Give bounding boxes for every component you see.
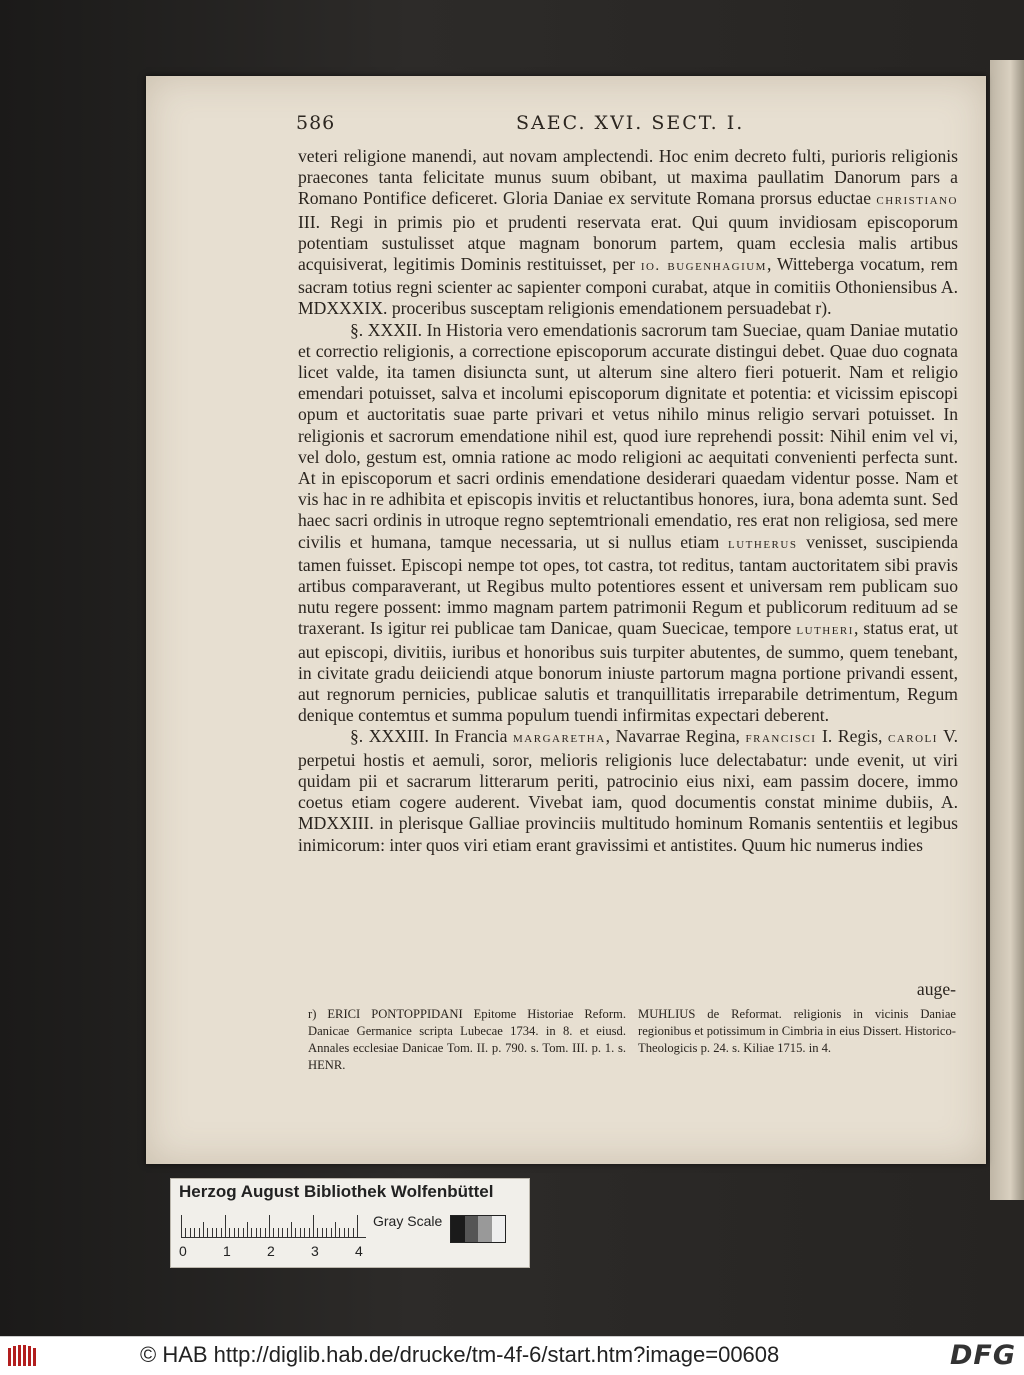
body-text	[298, 146, 958, 856]
ruler-tick	[304, 1228, 305, 1237]
scale-ruler	[181, 1213, 366, 1238]
ruler-number: 2	[267, 1243, 275, 1259]
small-caps-name: christiano	[876, 192, 958, 209]
ruler-tick	[273, 1228, 274, 1237]
text-run: , status erat, ut aut episcopi, divitiis, iuribus et honoribus suis turpiter abutentes, de summo, quem tenebant, in civitate gradu deiiciendi atque bonorum iniuste partorum magna portione privandi essent, aut regnorum pernicies, publicae salutis et tranquillitatis irreparabile detrimentum, Regum denique contemtus et summa populum tuendi infirmitas expectari deberent.	[298, 618, 958, 726]
ruler-tick	[344, 1228, 345, 1237]
ruler-tick	[291, 1222, 292, 1237]
ruler-tick	[278, 1228, 279, 1237]
ruler-tick	[207, 1228, 208, 1237]
library-card	[170, 1178, 530, 1268]
ruler-tick	[194, 1228, 195, 1237]
ruler-tick	[339, 1228, 340, 1237]
small-caps-name: caroli	[887, 730, 938, 747]
small-caps-name: francisci	[745, 730, 817, 747]
small-caps-name: io. bugenhagium	[640, 258, 767, 275]
running-head	[296, 112, 896, 140]
ruler-tick	[221, 1228, 222, 1237]
ruler-number: 3	[311, 1243, 319, 1259]
ruler-tick	[181, 1215, 182, 1237]
running-title: SAEC. XVI. SECT. I.	[516, 112, 745, 134]
ruler-tick	[203, 1222, 204, 1237]
text-run: III. Regi in primis pio et prudenti reservata erat. Qui quum invidiosam episcoporum potentiam sustulisset atque magnam bonorum partem, quam ecclesia malis artibus acquisiverat, legitimis Dominis restituisset, per	[298, 211, 958, 275]
gray-scale-label: Gray Scale	[373, 1213, 443, 1229]
ruler-tick	[212, 1228, 213, 1237]
ruler-tick	[322, 1228, 323, 1237]
paragraph-2	[298, 320, 958, 727]
ruler-tick	[309, 1228, 310, 1237]
text-run: veteri religione manendi, aut novam amplectendi. Hoc enim decreto fulti, purioris religionis praecones tanta felicitate munus suum obibant, ut maxima paullatim Danorum pars a Romano Pontifice deficeret. Gloria Daniae ex servitute Romana prorsus eductae	[298, 146, 958, 209]
text-run: , Witteberga vocatum, rem sacram totius regni scienter ac sapienter componi curabat, atque in comitiis Othoniensibus A. MDXXXIX. proceribus susceptam religionis emendationem persuadebat r).	[298, 254, 958, 319]
ruler-number: 4	[355, 1243, 363, 1259]
footnotes	[308, 1006, 958, 1096]
ruler-tick	[256, 1228, 257, 1237]
ruler-number: 1	[223, 1243, 231, 1259]
gray-scale-swatch	[450, 1215, 506, 1243]
ruler-tick	[348, 1228, 349, 1237]
ruler-tick	[335, 1222, 336, 1237]
ruler-tick	[357, 1215, 358, 1237]
library-name: Herzog August Bibliothek Wolfenbüttel	[179, 1182, 494, 1201]
small-caps-name: lutherus	[728, 535, 798, 552]
ruler-tick	[331, 1228, 332, 1237]
ruler-tick	[287, 1228, 288, 1237]
hab-logo-icon	[6, 1342, 40, 1370]
ruler-tick	[190, 1228, 191, 1237]
text-run: , Navarrae Regina,	[605, 726, 746, 747]
ruler-tick	[269, 1215, 270, 1237]
ruler-tick	[238, 1228, 239, 1237]
ruler-tick	[260, 1228, 261, 1237]
ruler-tick	[353, 1228, 354, 1237]
footnote-left: r) ERICI PONTOPPIDANI Epitome Historiae Reform. Danicae Germanice scripta Lubecae 1734. in 8. et eiusd. Annales ecclesiae Danicae Tom. II. p. 790. s. Tom. III. p. 1. s. HENR.	[308, 1007, 626, 1072]
ruler-tick	[251, 1228, 252, 1237]
page-number: 586	[296, 112, 336, 134]
ruler-tick	[234, 1228, 235, 1237]
ruler-tick	[282, 1228, 283, 1237]
dfg-logo: DFG	[949, 1340, 1016, 1371]
paragraph-3	[298, 726, 958, 855]
ruler-tick	[216, 1228, 217, 1237]
ruler-tick	[243, 1228, 244, 1237]
text-run: I. Regis,	[816, 726, 888, 747]
ruler-tick	[185, 1228, 186, 1237]
ruler-tick	[326, 1228, 327, 1237]
ruler-number: 0	[179, 1243, 187, 1259]
ruler-tick	[247, 1222, 248, 1237]
paragraph-1	[298, 146, 958, 320]
ruler-tick	[199, 1228, 200, 1237]
small-caps-name: lutheri	[796, 622, 854, 639]
text-run: venisset, suscipienda tamen fuisset. Episcopi nempe tot opes, tot castra, tot reditus, tantam auctoritatem sibi pravis artibus comparaverant, ut Regibus multo potentiores essent et universam rem publicam suo nutu regere possent: immo magnam partem patrimonii Regum et publicorum redituum ad se traxerant. Is igitur rei publicae tam Danicae, quam Suecicae, tempore	[298, 531, 958, 639]
ruler-tick	[265, 1228, 266, 1237]
small-caps-name: margaretha	[513, 730, 606, 747]
book-page	[146, 76, 986, 1164]
ruler-tick	[313, 1215, 314, 1237]
footnote-right: MUHLIUS de Reformat. religionis in vicinis Daniae regionibus et potissimum in Cimbria in eius Dissert. Historico-Theologicis p. 24. s. Kiliae 1715. in 4.	[638, 1007, 956, 1055]
text-run: V. perpetui hostis et aemuli, soror, melioris religionis luce delectabatur: unde evenit, ut viri quidam pii et sacrarum litterarum periti, patrocinio eius nixi, eam passim docere, immo coetus etiam cogere auderent. Vivebat iam, quod documentis constat minime dubiis, A. MDXXIII. in plerisque Galliae provinciis multitudo hominum Romanis sententiis et legibus inimicorum: inter quos viri etiam erant gravissimi et antistites. Quum hic numerus indies	[298, 726, 959, 855]
next-page-edge	[990, 60, 1024, 1200]
ruler-tick	[300, 1228, 301, 1237]
ruler-tick	[229, 1228, 230, 1237]
footer-source-link[interactable]: © HAB http://diglib.hab.de/drucke/tm-4f-6/start.htm?image=00608	[140, 1342, 780, 1367]
catchword: auge-	[916, 979, 956, 999]
ruler-tick	[295, 1228, 296, 1237]
ruler-tick	[225, 1215, 226, 1237]
text-run: §. XXXII. In Historia vero emendationis sacrorum tam Sueciae, quam Daniae mutatio et correctio religionis, a correctione episcoporum accurate distingui debet. Quae duo cognata licet valde, ita tamen disiuncta sunt, ut alterum sine altero fieri potuerit. Nam et religio emendari potuisset, salva et incolumi episcoporum dignitate et potentia: et vicissim episcopi opum et auctoritatis suae parte privari et vetus nihilo minus religio servari potuisset. In religionis et sacrorum emendatione nihil est, quod iure reprehendi possit: Nihil enim vel vi, vel dolo, gestum est, omnia ratione ac modo religioni ac aequitati convenienti perfecta sunt. At in episcoporum et sacri ordinis emendatione desiderari quaedam videntur posse. Nam et vis hac in re adhibita et episcopis invitis et reluctantibus honores, iura, bona ademta sunt. Sed haec sacri ordinis in utroque regno septemtrionali emendatio, res erat non religiosa, sed mere civilis et humana, tamque necessaria, ut si nullus etiam	[298, 319, 958, 552]
footer-bar	[0, 1336, 1024, 1375]
ruler-tick	[317, 1228, 318, 1237]
text-run: §. XXXIII. In Francia	[350, 726, 514, 747]
